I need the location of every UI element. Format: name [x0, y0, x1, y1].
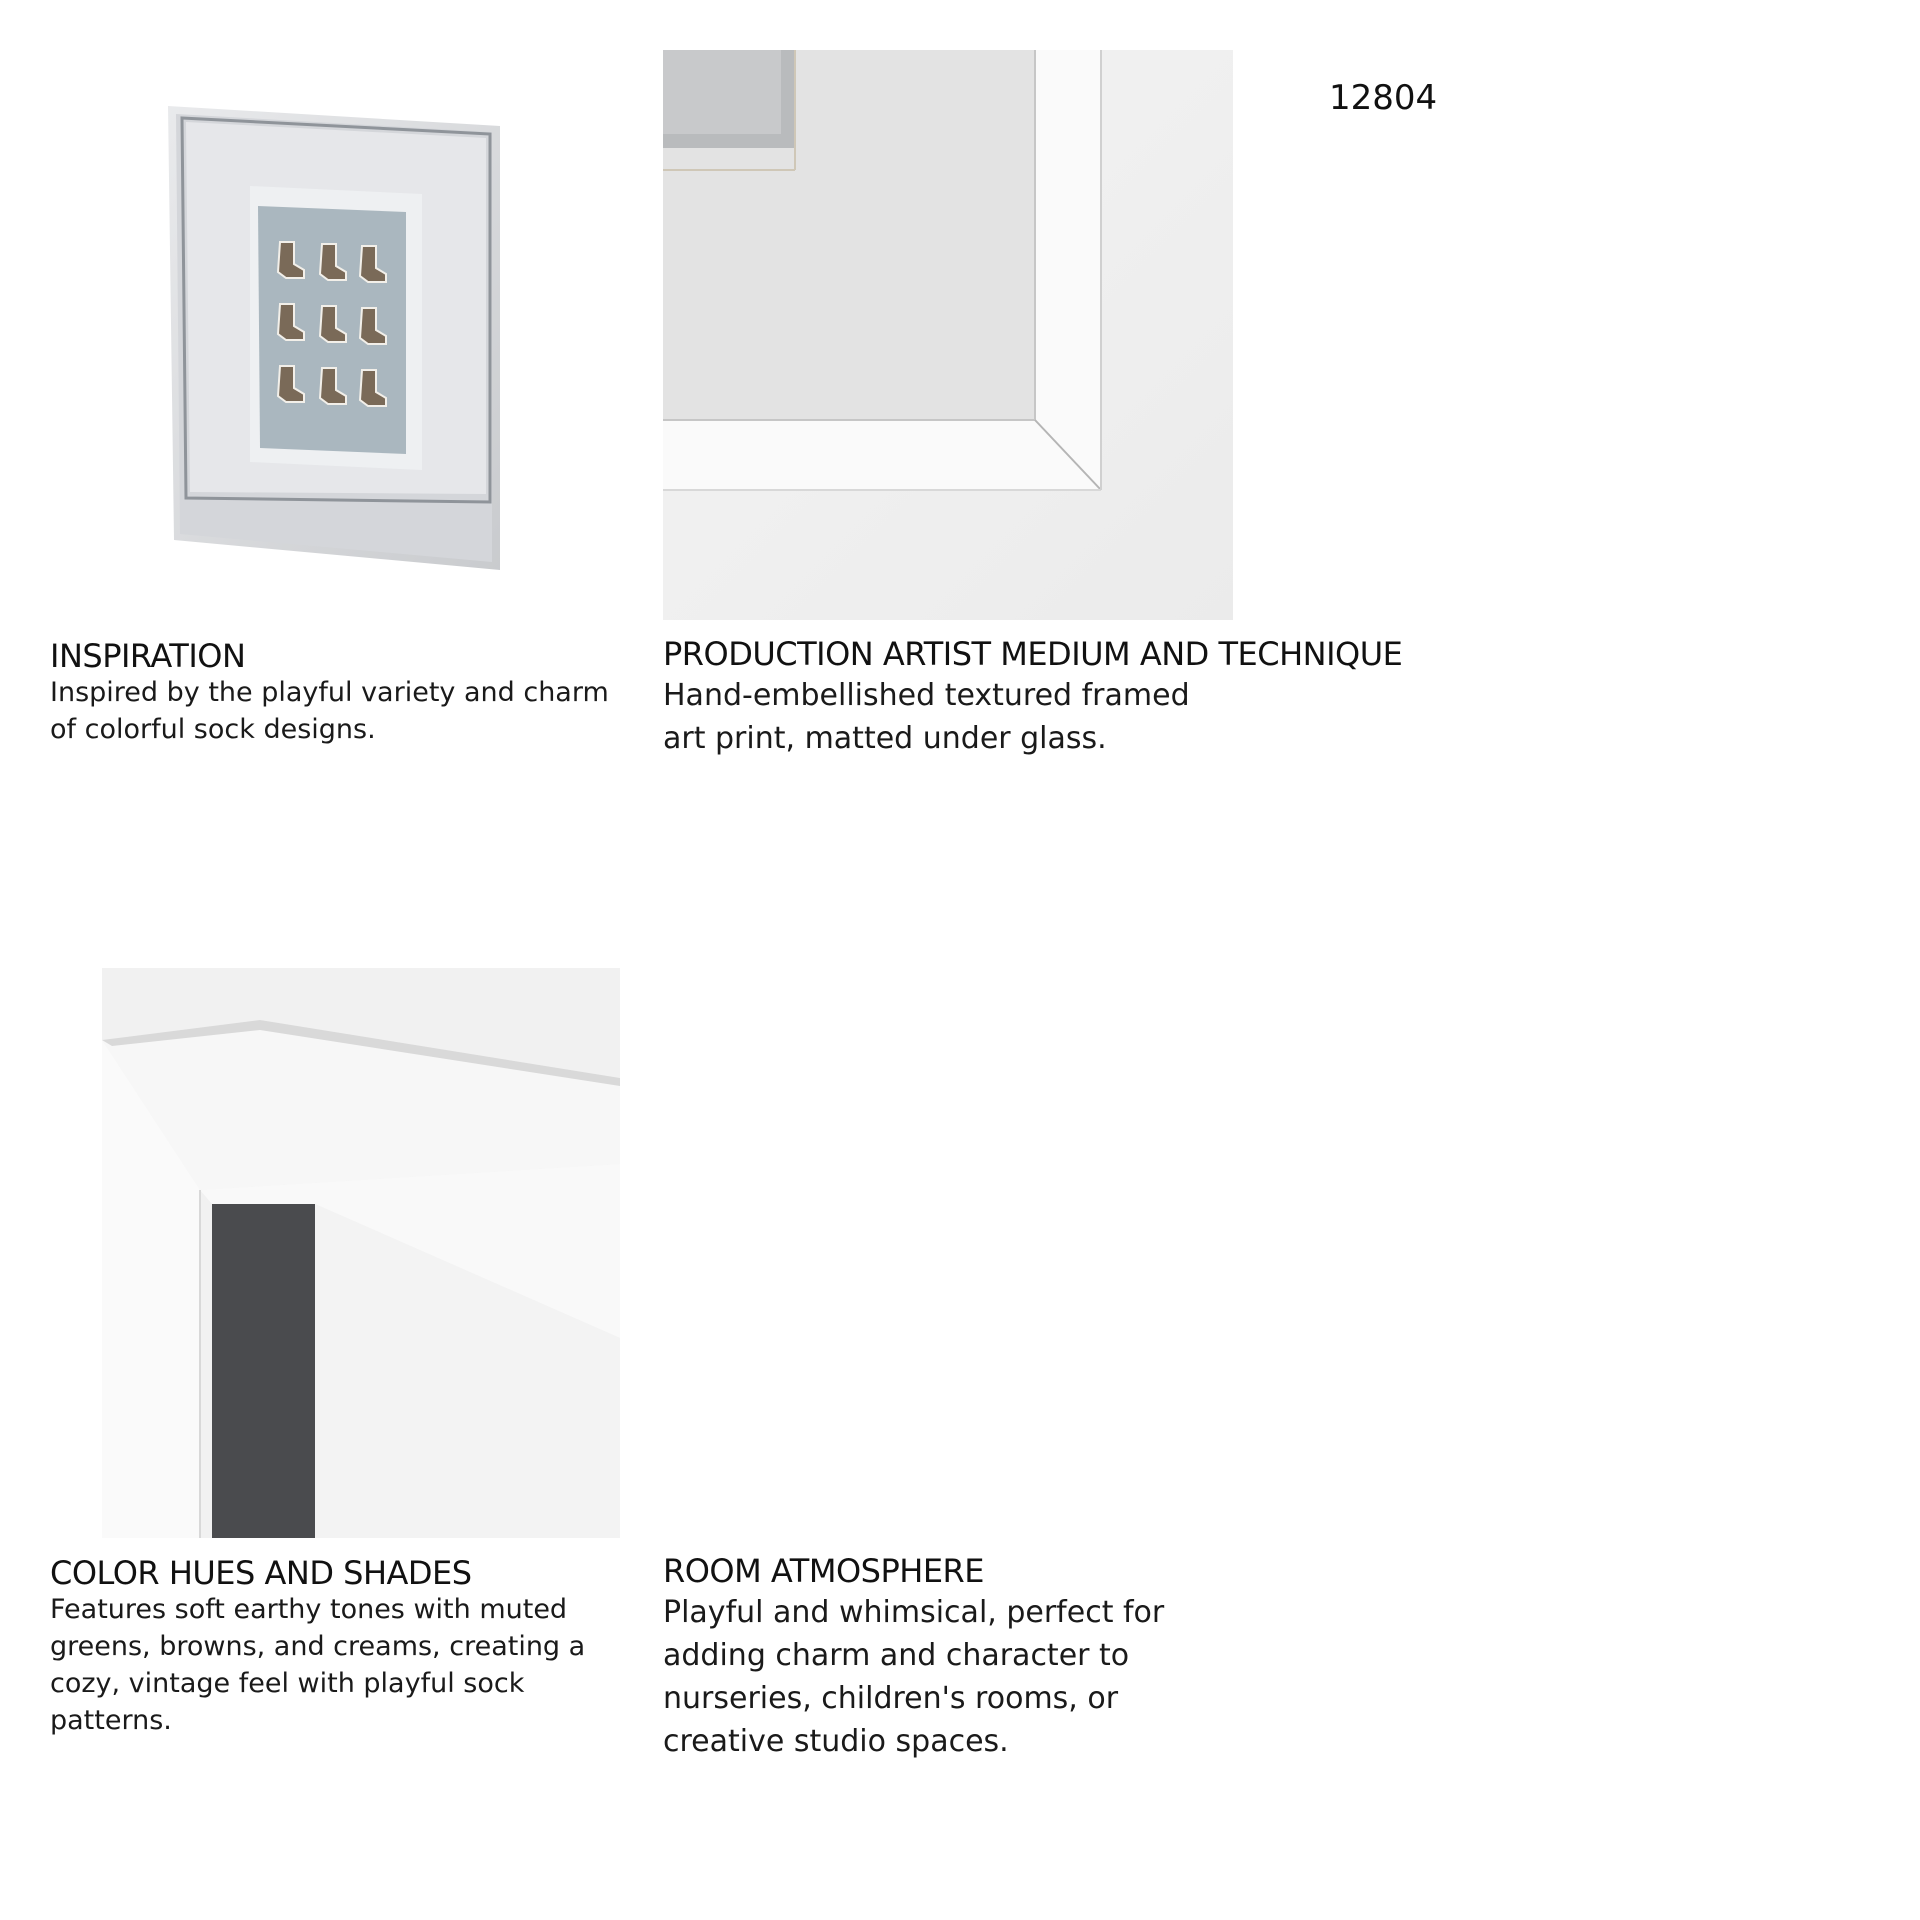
room-heading: ROOM ATMOSPHERE	[663, 1552, 984, 1590]
framed-art-image	[50, 50, 620, 620]
inspiration-heading: INSPIRATION	[50, 637, 246, 675]
color-text: Features soft earthy tones with muted greens, browns, and creams, creating a cozy, vintage feel with playful sock patterns.	[50, 1594, 586, 1736]
color-heading: COLOR HUES AND SHADES	[50, 1554, 472, 1592]
production-text: Hand-embellished textured framed art print, matted under glass.	[663, 678, 1190, 756]
sock-icons	[278, 242, 386, 406]
room-text: Playful and whimsical, perfect for adding charm and character to nurseries, children's rooms, or creative studio spaces.	[663, 1595, 1165, 1759]
frame-corner-image	[663, 50, 1233, 620]
production-heading: PRODUCTION ARTIST MEDIUM AND TECHNIQUE	[663, 635, 1403, 673]
product-code: 12804	[1329, 78, 1438, 118]
frame-edge-image	[50, 968, 620, 1538]
inspiration-text: Inspired by the playful variety and charm of colorful sock designs.	[50, 677, 609, 745]
